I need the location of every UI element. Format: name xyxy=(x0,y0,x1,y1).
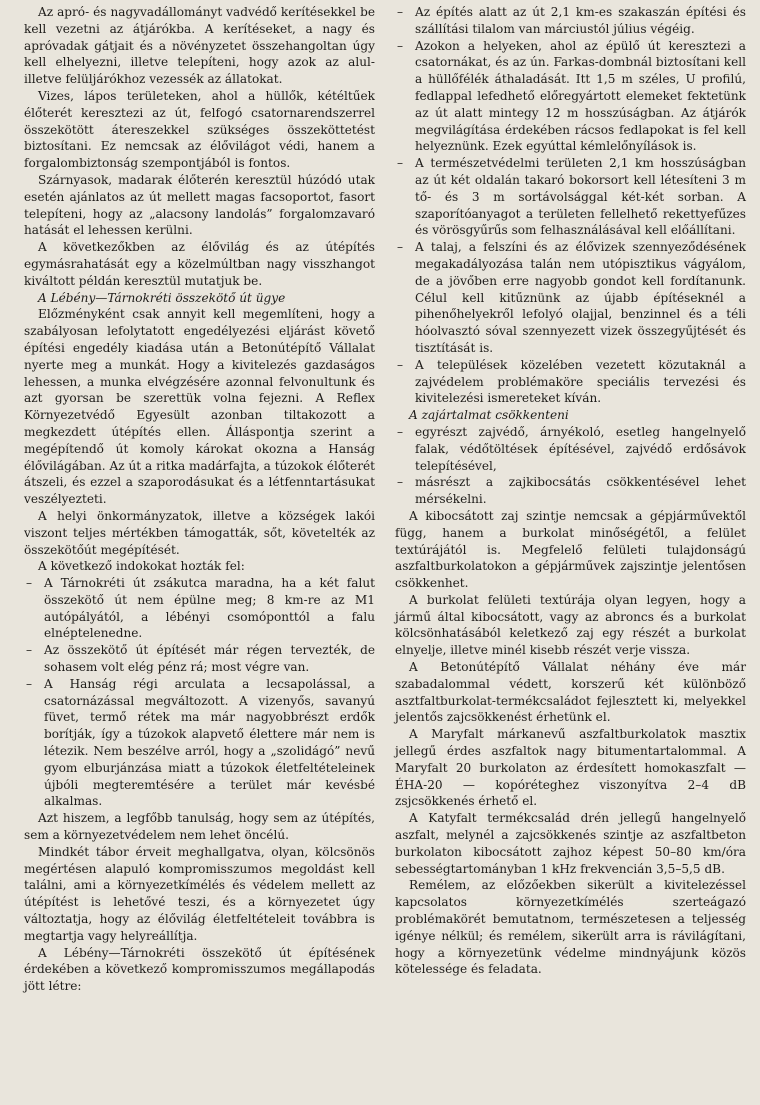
left-column xyxy=(24,4,375,1105)
right-column xyxy=(395,4,746,1105)
right-list-item: – egyrészt zajvédő, árnyékoló, esetleg hangelnyelő falak, védőtöltések építésével, zajvédő erdősávok telepítésével, xyxy=(395,424,746,474)
right-paragraph: Remélem, az előzőekben sikerült a kivitelezéssel kapcsolatos környezetkímélés szerteágazó problémakörét bemutatnom, természetesen a teljesség igénye nélkül; és remélem, sikerült arra is rávilágítani, hogy a környezetünk védelme mindnyájunk közös kötelessége és feladata. xyxy=(395,878,746,977)
left-subheading: A Lébény—Tárnokréti összekötő út ügye xyxy=(38,290,286,305)
left-paragraph: Szárnyasok, madarak élőterén keresztül húzódó utak esetén ajánlatos az út mellett magas facsoportot, fasort telepíteni, hogy az „alacsony landolás” forgalomzavaró hatását el lehessen kerülni. xyxy=(24,172,375,238)
left-paragraph: A helyi önkormányzatok, illetve a községek lakói viszont teljes mértékben támogatták, sőt, követelték az összekötőút megépítését. xyxy=(24,508,375,557)
left-list-item: – Az összekötő út építését már régen tervezték, de sohasem volt elég pénz rá; most végre van. xyxy=(24,642,375,676)
left-paragraph: A következő indokokat hozták fel: xyxy=(38,559,245,574)
left-list-item: – A Hanság régi arculata a lecsapolással, a csatornázással megváltozott. A vizenyős, savanyú füvet, termő rétek ma már nagyobbrészt erdők borítják, így a túzokok alapvető élettere már nem is létezik. Nem beszélve arról, hogy a „szolidágó” nevű gyom elburjánzása miatt a túzokok életfeltételeinek újbóli megteremtésére a terület már kevésbé alkalmas. xyxy=(24,676,375,810)
right-list-item: – Azokon a helyeken, ahol az épülő út keresztezi a csatornákat, és az ún. Farkas-dombnál biztosítani kell a hüllőfélék áthaladását. Itt 1,5 m széles, U profilú, fedlappal lefedhető előregyártott elemeket fektetünk az út alatt mintegy 12 m hosszúságban. Az átjárók megvilágítása érdekében rácsos fedlapokat is fel kell helyeznünk. Ezek egyúttal kémlelőnyílások is. xyxy=(395,38,746,156)
left-paragraph: Vizes, lápos területeken, ahol a hüllők, kétéltűek élőterét keresztezi az út, felfogó csatornarendszerrel összekötött átereszekkel szükséges összeköttetést biztosítani. Ez nemcsak az élővilágot védi, hanem a forgalombiztonság szempontjából is fontos. xyxy=(24,88,375,171)
right-list-item: – A természetvédelmi területen 2,1 km hosszúságban az út két oldalán takaró bokorsort kell létesíteni 3 m tő- és 3 m sortávolsággal két-két sorban. A szaporítóanyagot a területen fellelhető rekettyefűzes és vörösgyűrűs som felhasználásával kell előállítani. xyxy=(395,155,746,239)
left-paragraph: Az apró- és nagyvadállományt vadvédő kerítésekkel be kell vezetni az átjárókba. A kerítéseket, a nagy és apróvadak gátjait és a növényzetet összehangoltan úgy kell elhelyezni, illetve telepíteni, hogy azok az alul- illetve felüljárókhoz vezessék az állatokat. xyxy=(24,5,375,87)
right-list-item: – Az építés alatt az út 2,1 km-es szakaszán építési és szállítási tilalom van márciustól július végéig. xyxy=(395,4,746,38)
left-list-item: – A Tárnokréti út zsákutca maradna, ha a két falut összekötő út nem épülne meg; 8 km-re az M1 autópályától, a lébényi csomóponttól a falu elnéptelenedne. xyxy=(24,575,375,642)
right-paragraph: A kibocsátott zaj szintje nemcsak a gépjárművektől függ, hanem a burkolat minőségétől, a felület textúrájától is. Megfelelő felületi tulajdonságú aszfaltburkolatokon a gépjárművek zajszintje jelentősen csökkenhet. xyxy=(395,508,746,591)
right-paragraph: A burkolat felületi textúrája olyan legyen, hogy a jármű által kibocsátott, vagy az abroncs és a burkolat kölcsönhatásából keletkező zaj egy részét a burkolat elnyelje, illetve minél kisebb részét verje vissza. xyxy=(395,592,746,658)
right-paragraph: A Betonútépítő Vállalat néhány éve már szabadalommal védett, korszerű két különböző asztfaltburkolat-termékcsaládot fejlesztett ki, melyekkel jelentős zajcsökkenést érhetünk el. xyxy=(395,660,746,725)
left-paragraph: A Lébény—Tárnokréti összekötő út építésének érdekében a következő kompromisszumos megállapodás jött létre: xyxy=(24,945,375,994)
left-paragraph: A következőkben az élővilág és az útépítés egymásrahatását egy a közelmúltban nagy visszhangot kiváltott példán keresztül mutatjuk be. xyxy=(24,240,375,288)
left-paragraph: Azt hiszem, a legfőbb tanulság, hogy sem az útépítés, sem a környezetvédelem nem lehet öncélú. xyxy=(24,811,375,843)
right-paragraph: A Maryfalt márkanevű aszfaltburkolatok masztix jellegű érdes aszfaltok nagy bitumentartalommal. A Maryfalt 20 burkolaton az érdesített homokaszfalt — ÉHA-20 — kopóréteghez viszonyítva 2–4 dB zsjcsökkenés érhető el. xyxy=(395,727,746,809)
left-paragraph: Előzményként csak annyit kell megemlíteni, hogy a szabályosan lefolytatott engedélyezési eljárást követő építési engedély kiadása után a Betonútépítő Vállalat nyerte meg a munkát. Hogy a kivitelezés gazdaságos lehessen, a munka elvégzésére azonnal felvonultunk és azt gyorsan be szerettük volna fejezni. A Reflex Környezetvédő Egyesült azonban tiltakozott a megkezdett útépítés ellen. Álláspontja szerint a megépítendő út komoly károkat okozna a Hanság élővilágában. Az út a ritka madárfajta, a túzokok élőterét átszeli, és ezzel a szaporodásukat és a létfenntartásukat veszélyezteti. xyxy=(24,307,375,507)
left-paragraph: Mindkét tábor érveit meghallgatva, olyan, kölcsönös megértésen alapuló kompromisszumos megoldást kell találni, ami a környezetkímélés és védelem mellett az útépítést is lehetővé teszi, és a környezetet úgy változtatja, hogy az élővilág életfeltételeit továbbra is megtartja vagy helyreállítja. xyxy=(24,844,375,943)
right-list-item: – A települések közelében vezetett közutaknál a zajvédelem problémaköre speciális tervezési és kivitelezési ismereteket kíván. xyxy=(395,357,746,407)
right-list-item: – másrészt a zajkibocsátás csökkentésével lehet mérsékelni. xyxy=(395,474,746,508)
right-subheading: A zajártalmat csökkenteni xyxy=(409,408,569,423)
right-paragraph: A Katyfalt termékcsalád drén jellegű hangelnyelő aszfalt, melynél a zajcsökkenés szintje az aszfaltbeton burkolaton kibocsátott zajhoz képest 50–80 km/óra sebességtartományban 1 kHz frekvencián 3,5–5,5 dB. xyxy=(395,811,746,876)
right-list-item: – A talaj, a felszíni és az élővizek szennyeződésének megakadályozása talán nem utópisztikus vágyálom, de a jövőben erre nagyobb gondot kell fordítanunk. Célul kell kitűznünk az újabb építéseknél a pihenőhelyekről lefolyó olajjal, benzinnel és a téli hóolvasztó sóval szennyezett vizek összegyűjtését és tisztítását is. xyxy=(395,239,746,357)
